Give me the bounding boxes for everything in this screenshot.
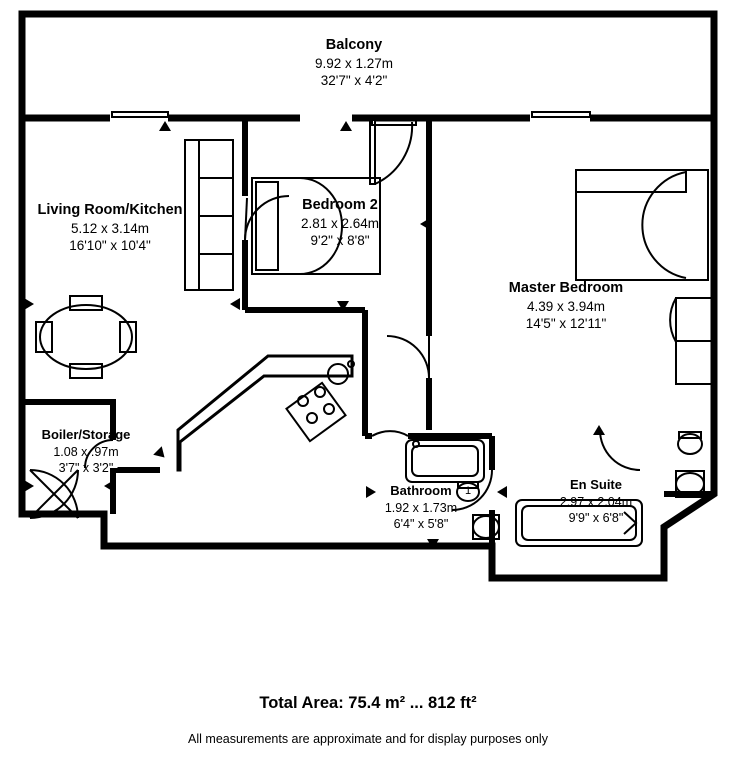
room-label-living-room-kitchen bbox=[10, 201, 210, 254]
room-label-master-bedroom bbox=[466, 279, 666, 332]
room-label-bedroom-2 bbox=[255, 196, 425, 249]
room-name: Bathroom bbox=[390, 483, 452, 498]
balcony-doors bbox=[112, 112, 590, 184]
room-dimension-metric: 4.39 x 3.94m bbox=[526, 298, 606, 314]
room-label-en-suite bbox=[521, 477, 671, 526]
room-name: Boiler/Storage bbox=[41, 427, 131, 442]
room-label-balcony bbox=[204, 36, 504, 89]
room-name: Balcony bbox=[325, 37, 383, 53]
room-dimension-imperial: 3'7" x 3'2" bbox=[58, 460, 114, 475]
room-dimension-imperial: 9'9" x 6'8" bbox=[568, 510, 624, 525]
room-dimension-metric: 2.81 x 2.64m bbox=[300, 215, 380, 231]
room-name: Bedroom 2 bbox=[302, 197, 378, 213]
room-name: Living Room/Kitchen bbox=[37, 202, 183, 218]
room-dimension-imperial: 6'4" x 5'8" bbox=[393, 516, 449, 531]
living-room-furniture bbox=[36, 140, 233, 378]
room-dimension-metric: 5.12 x 3.14m bbox=[70, 220, 150, 236]
room-dimension-imperial: 32'7" x 4'2" bbox=[320, 72, 388, 88]
footer-total-area bbox=[0, 694, 736, 713]
room-name: Master Bedroom bbox=[508, 280, 624, 296]
kitchen-units bbox=[178, 356, 354, 470]
master-bedroom-furniture bbox=[576, 170, 714, 384]
room-dimension-imperial: 9'2" x 8'8" bbox=[310, 232, 370, 248]
room-dimension-metric: 1.92 x 1.73m bbox=[384, 500, 458, 515]
total-area-text: Total Area: 75.4 m² ... 812 ft² bbox=[259, 694, 477, 712]
room-dimension-imperial: 14'5" x 12'11" bbox=[525, 315, 607, 331]
room-dimension-imperial: 16'10" x 10'4" bbox=[69, 237, 151, 253]
room-label-boiler-storage bbox=[6, 427, 166, 476]
wc-marker-number: 1 bbox=[464, 485, 472, 497]
room-dimension-metric: 1.08 x .97m bbox=[53, 444, 119, 459]
room-dimension-metric: 9.92 x 1.27m bbox=[314, 55, 394, 71]
room-dimension-metric: 2.97 x 2.04m bbox=[559, 494, 633, 509]
dimension-arrows bbox=[24, 121, 605, 549]
room-name: En Suite bbox=[569, 477, 622, 492]
disclaimer-text: All measurements are approximate and for display purposes only bbox=[188, 732, 548, 746]
footer-disclaimer bbox=[0, 730, 736, 748]
